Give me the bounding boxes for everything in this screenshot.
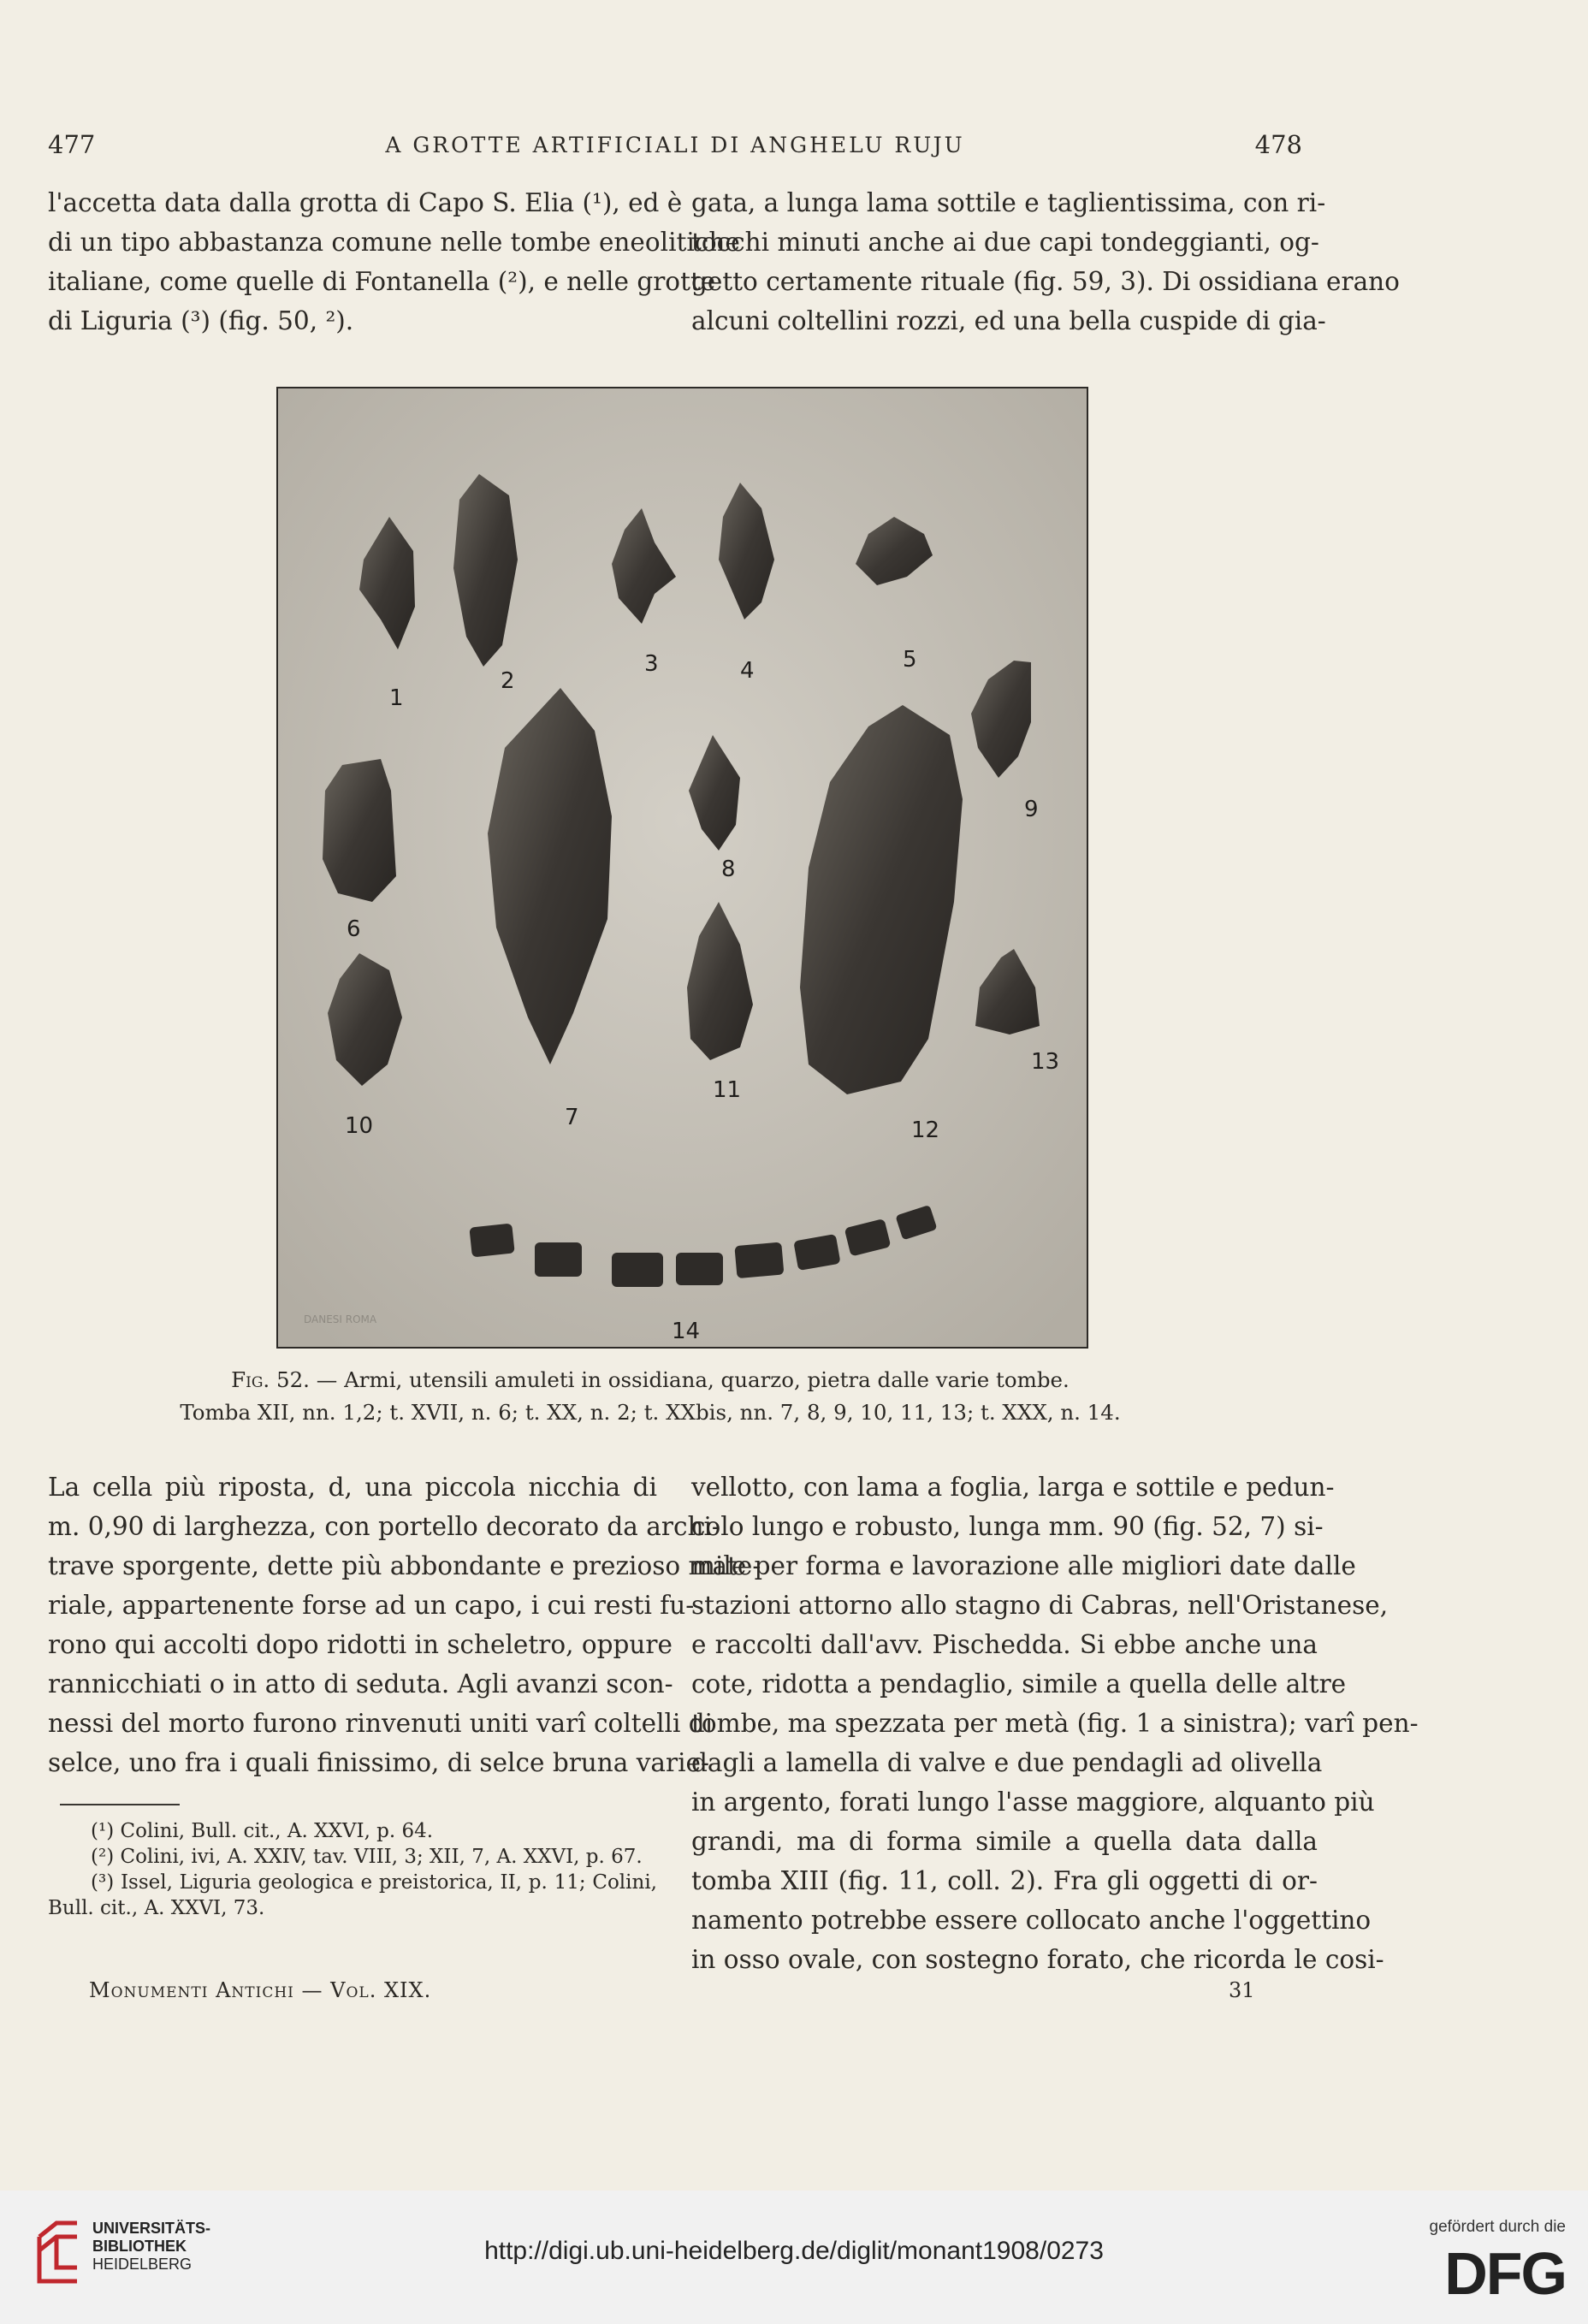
label-2: 2	[501, 668, 515, 694]
label-4: 4	[740, 658, 755, 684]
library-line-2: BIBLIOTHEK	[92, 2238, 187, 2255]
text-line: in osso ovale, con sostegno forato, che ricorda le cosi-	[691, 1945, 1384, 1974]
text-line: vellotto, con lama a foglia, larga e sottile e pedun-	[691, 1473, 1335, 1502]
text-line: italiane, come quelle di Fontanella (²), e nelle grotte	[48, 267, 716, 296]
mid-left-column	[48, 1467, 761, 1782]
signature-mark: 31	[1229, 1978, 1255, 2002]
text-line: tocchi minuti anche ai due capi tondeggianti, og-	[691, 228, 1319, 257]
label-6: 6	[347, 916, 361, 942]
footnotes	[48, 1818, 657, 1921]
artifact-6	[323, 759, 396, 902]
library-line-1: UNIVERSITÄTS-	[92, 2220, 211, 2237]
text-line: di Liguria (³) (fig. 50, ²).	[48, 306, 354, 335]
text-line: selce, uno fra i quali finissimo, di selce bruna varie-	[48, 1748, 709, 1777]
artifact-photo	[278, 388, 1087, 1347]
text-line: dagli a lamella di valve e due pendagli ad olivella	[691, 1748, 1323, 1777]
text-line: di un tipo abbastanza comune nelle tombe eneolitiche	[48, 228, 740, 257]
text-line: colo lungo e robusto, lunga mm. 90 (fig. 52, 7) si-	[691, 1512, 1324, 1541]
source-url-link[interactable]: http://digi.ub.uni-heidelberg.de/diglit/monant1908/0273	[484, 2237, 1104, 2265]
page-number-right: 478	[1254, 130, 1302, 159]
label-3: 3	[644, 651, 659, 677]
footnote-1: (¹) Colini, Bull. cit., A. XXVI, p. 64.	[91, 1820, 434, 1842]
text-line: mile per forma e lavorazione alle migliori date dalle	[691, 1551, 1356, 1580]
running-head	[48, 130, 1302, 164]
mid-right-column	[691, 1467, 1419, 1979]
library-line-3: HEIDELBERG	[92, 2256, 193, 2273]
journal-footer: Monumenti Antichi — Vol. XIX.	[89, 1978, 432, 2002]
text-line: rono qui accolti dopo ridotti in scheletro, oppure	[48, 1630, 673, 1659]
caption-line-1: — Armi, utensili amuleti in ossidiana, quarzo, pietra dalle varie tombe.	[316, 1367, 1070, 1392]
text-line: l'accetta data dalla grotta di Capo S. Elia (¹), ed è	[48, 188, 683, 217]
caption-line-2: Tomba XII, nn. 1,2; t. XVII, n. 6; t. XX, n. 2; t. XXbis, nn. 7, 8, 9, 10, 11, 13; t. XXX, n. 14.	[180, 1400, 1121, 1425]
figure-caption	[86, 1364, 1215, 1429]
label-5: 5	[903, 647, 917, 673]
text-line: rannicchiati o in atto di seduta. Agli avanzi scon-	[48, 1669, 673, 1699]
text-line: nessi del morto furono rinvenuti uniti varî coltelli di	[48, 1709, 714, 1738]
top-right-column	[691, 183, 1400, 341]
text-line: getto certamente rituale (fig. 59, 3). Di ossidiana erano	[691, 267, 1400, 296]
running-title: A GROTTE ARTIFICIALI DI ANGHELU RUJU	[385, 133, 965, 157]
label-13: 13	[1031, 1049, 1060, 1075]
label-1: 1	[389, 685, 404, 711]
label-9: 9	[1024, 797, 1039, 822]
label-10: 10	[345, 1113, 374, 1139]
figure-photograph	[276, 387, 1088, 1349]
text-line: tombe, ma spezzata per metà (fig. 1 a sinistra); varî pen-	[691, 1709, 1419, 1738]
top-left-column	[48, 183, 740, 341]
text-line: trave sporgente, dette più abbondante e prezioso mate-	[48, 1551, 761, 1580]
text-line: tomba XIII (fig. 11, coll. 2). Fra gli oggetti di or-	[691, 1866, 1318, 1895]
text-line: e raccolti dall'avv. Pischedda. Si ebbe anche una	[691, 1630, 1318, 1659]
text-line: m. 0,90 di larghezza, con portello decorato da archi-	[48, 1512, 720, 1541]
page-number-left: 477	[48, 130, 96, 159]
label-8: 8	[721, 857, 736, 882]
text-line: alcuni coltellini rozzi, ed una bella cuspide di gia-	[691, 306, 1326, 335]
label-14: 14	[672, 1319, 701, 1344]
text-line: cote, ridotta a pendaglio, simile a quella delle altre	[691, 1669, 1347, 1699]
text-line: in argento, forati lungo l'asse maggiore, alquanto più	[691, 1787, 1375, 1817]
dfg-logo: DFG	[1444, 2240, 1566, 2307]
text-line: grandi, ma di forma simile a quella data dalla	[691, 1827, 1318, 1856]
text-line: riale, appartenente forse ad un capo, i cui resti fu-	[48, 1591, 695, 1620]
footnote-rule	[60, 1804, 180, 1805]
text-line: gata, a lunga lama sottile e taglientissima, con ri-	[691, 188, 1326, 217]
text-line: stazioni attorno allo stagno di Cabras, nell'Oristanese,	[691, 1591, 1389, 1620]
label-11: 11	[713, 1077, 742, 1103]
footnote-3: (³) Issel, Liguria geologica e preistorica, II, p. 11; Colini, Bull. cit., A. XXVI, 73.	[48, 1871, 657, 1919]
text-line: namento potrebbe essere collocato anche l'oggettino	[691, 1906, 1372, 1935]
label-12: 12	[911, 1118, 940, 1143]
label-7: 7	[565, 1105, 579, 1130]
text-line: La cella più riposta, d, una piccola nicchia di	[48, 1473, 657, 1502]
funded-by-label: gefördert durch die	[1429, 2218, 1566, 2236]
footnote-2: (²) Colini, ivi, A. XXIV, tav. VIII, 3; XII, 7, A. XXVI, p. 67.	[91, 1846, 643, 1868]
photo-credit: DANESI ROMA	[304, 1313, 377, 1325]
figure-number: Fig. 52.	[231, 1367, 310, 1392]
